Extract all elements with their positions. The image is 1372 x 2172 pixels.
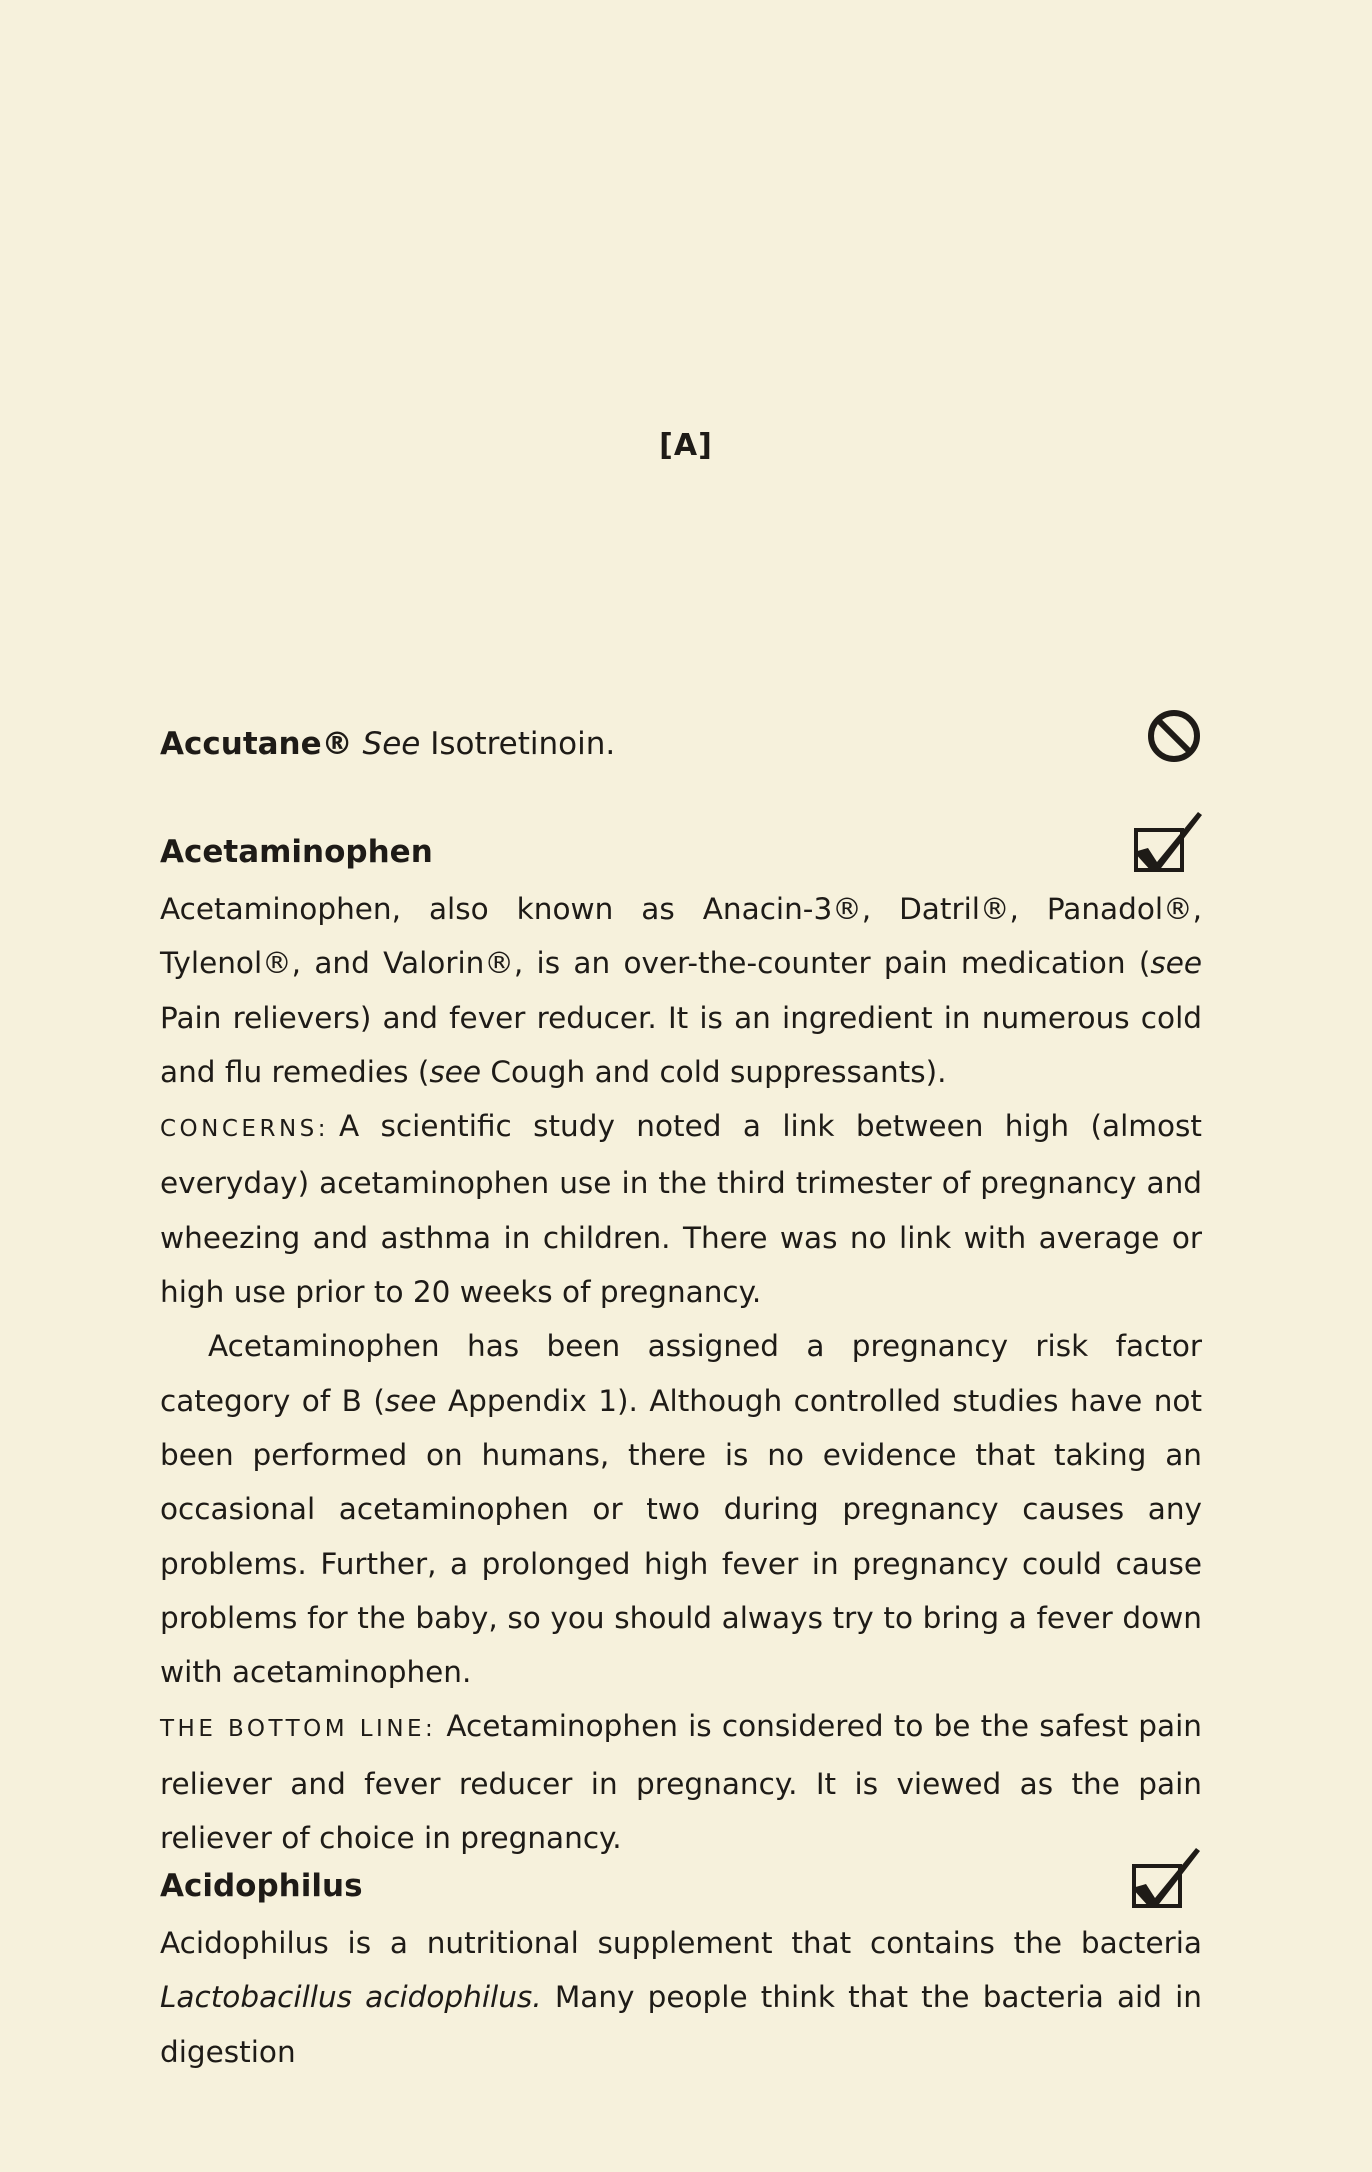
entry-heading-acidophilus (160, 1866, 1202, 1906)
italic-term: Lactobacillus acidophilus. (160, 1980, 542, 2015)
checkmark-box-icon (1128, 1844, 1202, 1912)
see-reference: see (1150, 946, 1202, 981)
checkmark-box-icon (1130, 808, 1204, 876)
see-reference: See (362, 726, 421, 762)
concerns-label: CONCERNS: (160, 1116, 329, 1143)
paragraph (160, 882, 1202, 1099)
text-run: Pain relievers) and fever reducer. It is an ingredient in numerous cold and flu remedies ( (160, 1000, 1202, 1089)
bottom-line-text: Acetaminophen is considered to be the safest pain reliever and fever reducer in pregnancy. It is viewed as the pain reliever of choice in pregnancy. (160, 1709, 1203, 1856)
concerns-text: A scientific study noted a link between high (almost everyday) acetaminophen use in the third trimester of pregnancy and wheezing and asthma in children. There was no link with average or high use prior to 20 weeks of pregnancy. (160, 1109, 1202, 1310)
see-reference: see (384, 1383, 437, 1418)
see-target: Isotretinoin. (430, 726, 616, 762)
paragraph (160, 1319, 1202, 1699)
text-run: Acidophilus is a nutritional supplement that contains the bacteria (160, 1926, 1202, 1960)
entry-term: Accutane® (160, 726, 353, 762)
text-run: Cough and cold suppressants). (481, 1054, 947, 1089)
concerns-paragraph (160, 1099, 1202, 1319)
text-run: Acetaminophen has been assigned a pregnancy risk factor category of B ( (160, 1329, 1202, 1418)
text-run: Many people think that the bacteria aid in digestion (160, 1980, 1202, 2069)
text-run: Acetaminophen, also known as Anacin-3®, Datril®, Panadol®, Tylenol®, and Valorin®, is an over-the-counter pain medication ( (160, 892, 1202, 981)
entry-heading-acetaminophen (160, 832, 1202, 872)
paragraph (160, 1916, 1202, 2079)
acidophilus-body (160, 1916, 1202, 2079)
entry-term: Acidophilus (160, 1868, 363, 1904)
section-letter: [A] (659, 428, 713, 463)
bottom-line-paragraph (160, 1699, 1202, 1865)
text-run: Appendix 1). Although controlled studies have not been performed on humans, there is no evidence that taking an occasional acetaminophen or two during pregnancy causes any problems. Further, a prolonged high fever in pregnancy could cause problems for the baby, so you should always try to bring a fever down with acetaminophen. (160, 1383, 1203, 1690)
prohibited-icon (1146, 708, 1202, 764)
see-reference: see (429, 1054, 482, 1089)
entry-heading-accutane (160, 724, 1202, 764)
acetaminophen-body (160, 882, 1202, 1865)
entry-term: Acetaminophen (160, 834, 433, 870)
bottom-line-label: THE BOTTOM LINE: (160, 1716, 437, 1743)
